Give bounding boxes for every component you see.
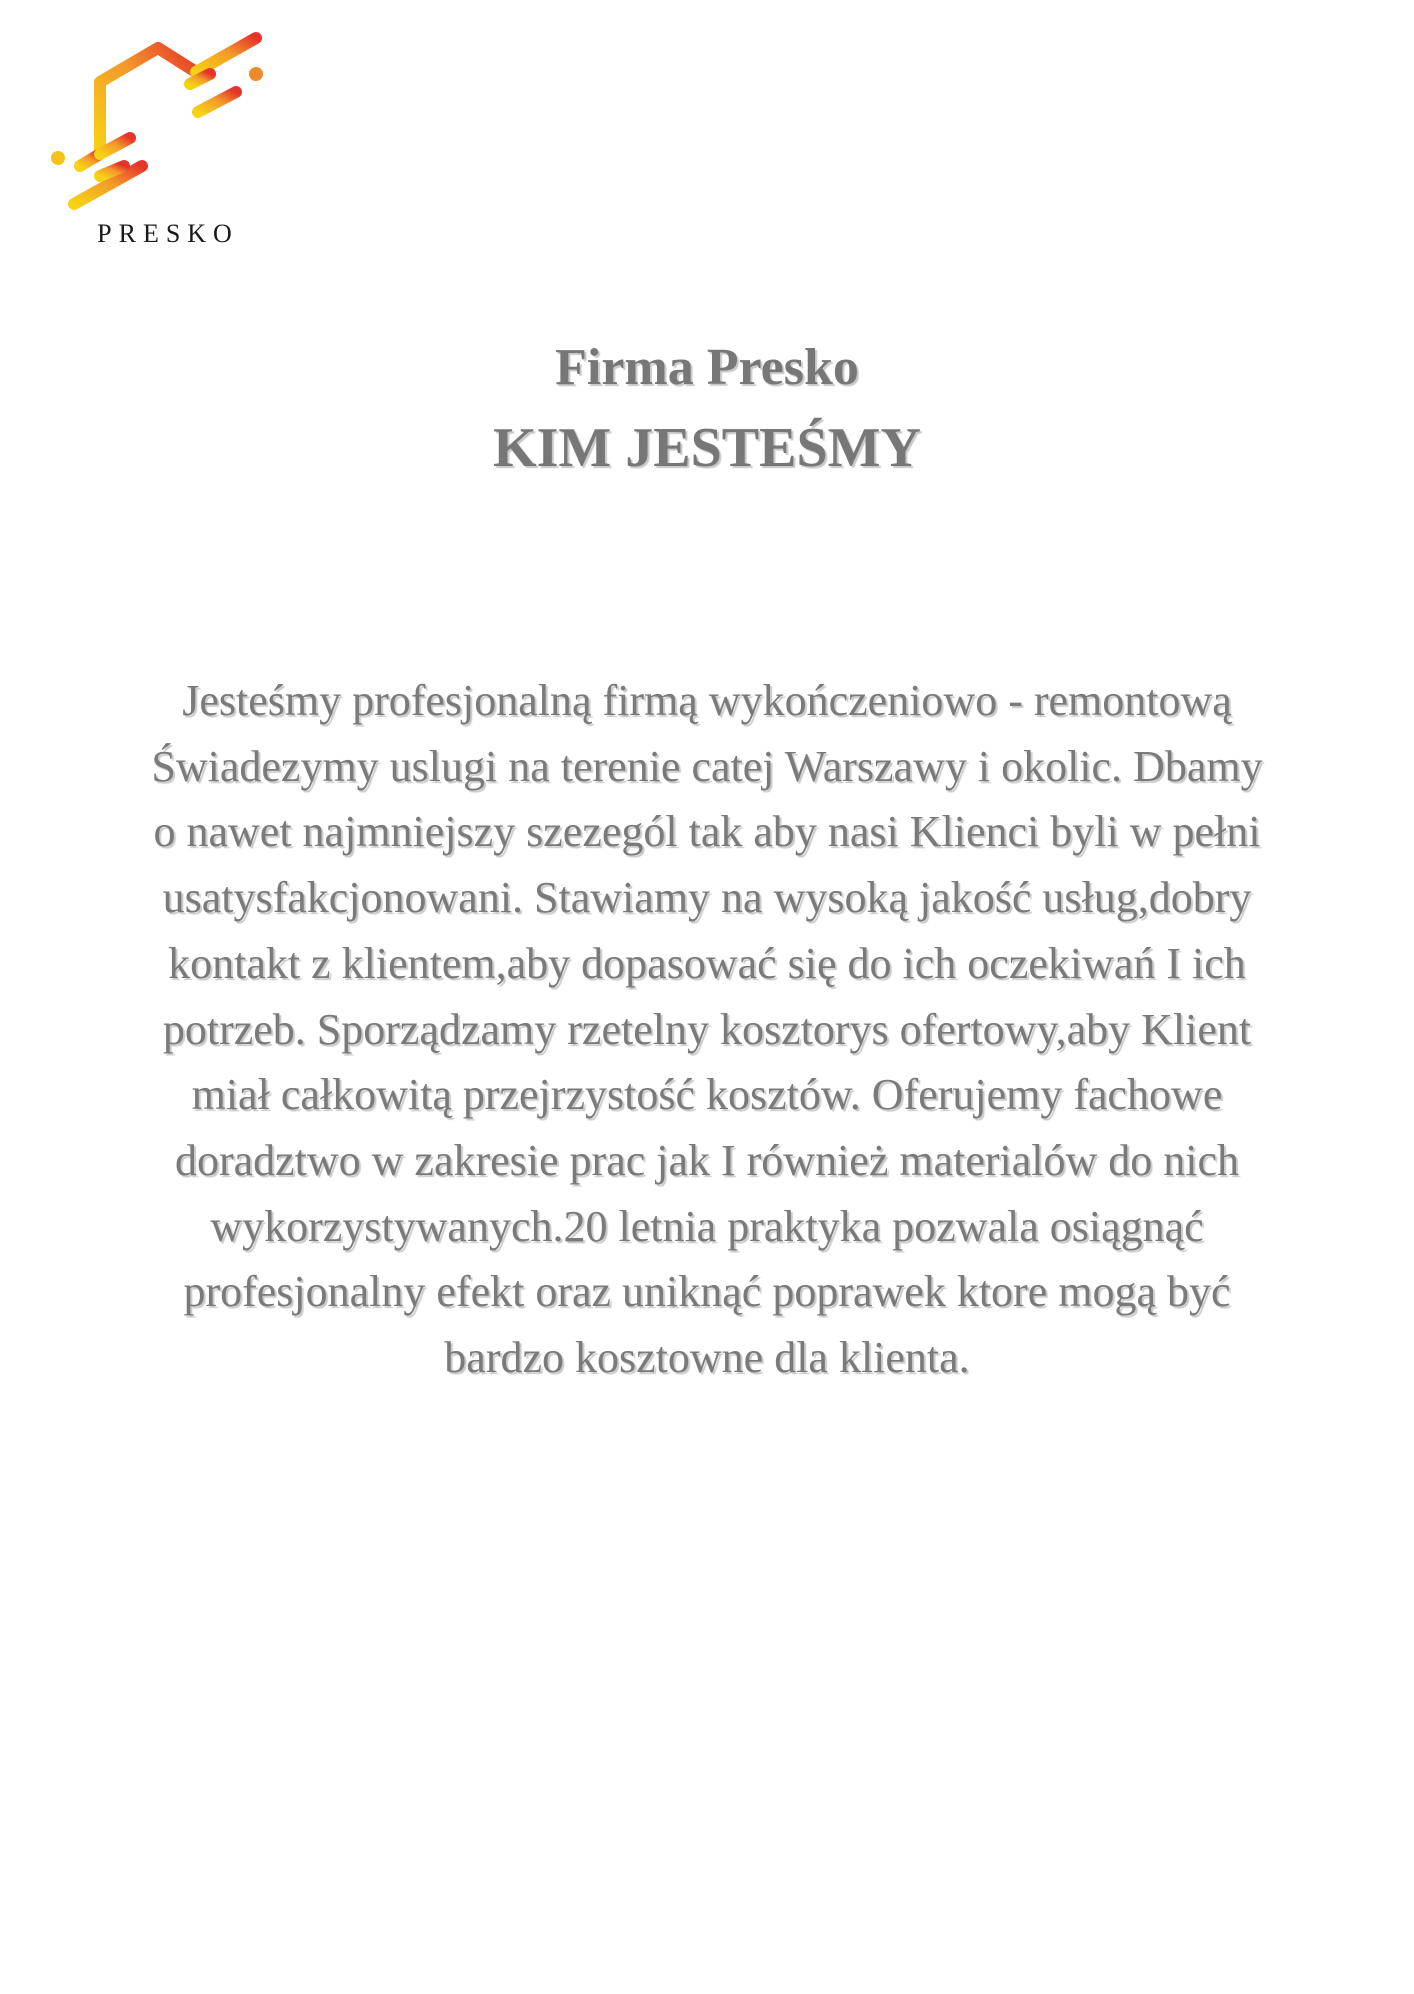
page-subtitle: KIM JESTEŚMY: [493, 417, 921, 479]
about-paragraph: [60, 668, 1354, 1391]
paragraph-line: doradztwo w zakresie prac jak I również materialów do nich: [174, 1135, 1240, 1185]
paragraph-line: usatysfakcjonowani. Stawiamy na wysoką jakość usług,dobry: [162, 873, 1252, 923]
page-title: Firma Presko: [555, 339, 859, 396]
paragraph-line: potrzeb. Sporządzamy rzetelny kosztorys ofertowy,aby Klient: [162, 1004, 1252, 1054]
paragraph-line: Jesteśmy profesjonalną firmą wykończeniowo - remontową: [182, 676, 1232, 725]
paragraph-line: kontakt z klientem,aby dopasować się do ich oczekiwań I ich: [168, 938, 1246, 988]
paragraph-line: wykorzystywanych.20 letnia praktyka pozwala osiągnąć: [210, 1201, 1204, 1251]
paragraph-line: o nawet najmniejszy szezegól tak aby nasi Klienci byli w pełni: [153, 807, 1261, 857]
company-logo: [38, 26, 268, 256]
paragraph-line: bardzo kosztowne dla klienta.: [444, 1333, 970, 1383]
paragraph-line: miał całkowitą przejrzystość kosztów. Oferujemy fachowe: [191, 1070, 1223, 1120]
logo-wordmark: PRESKO: [97, 219, 239, 248]
paragraph-line: profesjonalny efekt oraz uniknąć poprawek ktore mogą być: [183, 1267, 1231, 1317]
paragraph-line: Świadezymy uslugi na terenie catej Warszawy i okolic. Dbamy: [151, 741, 1263, 791]
house-logo-icon: [38, 26, 268, 216]
